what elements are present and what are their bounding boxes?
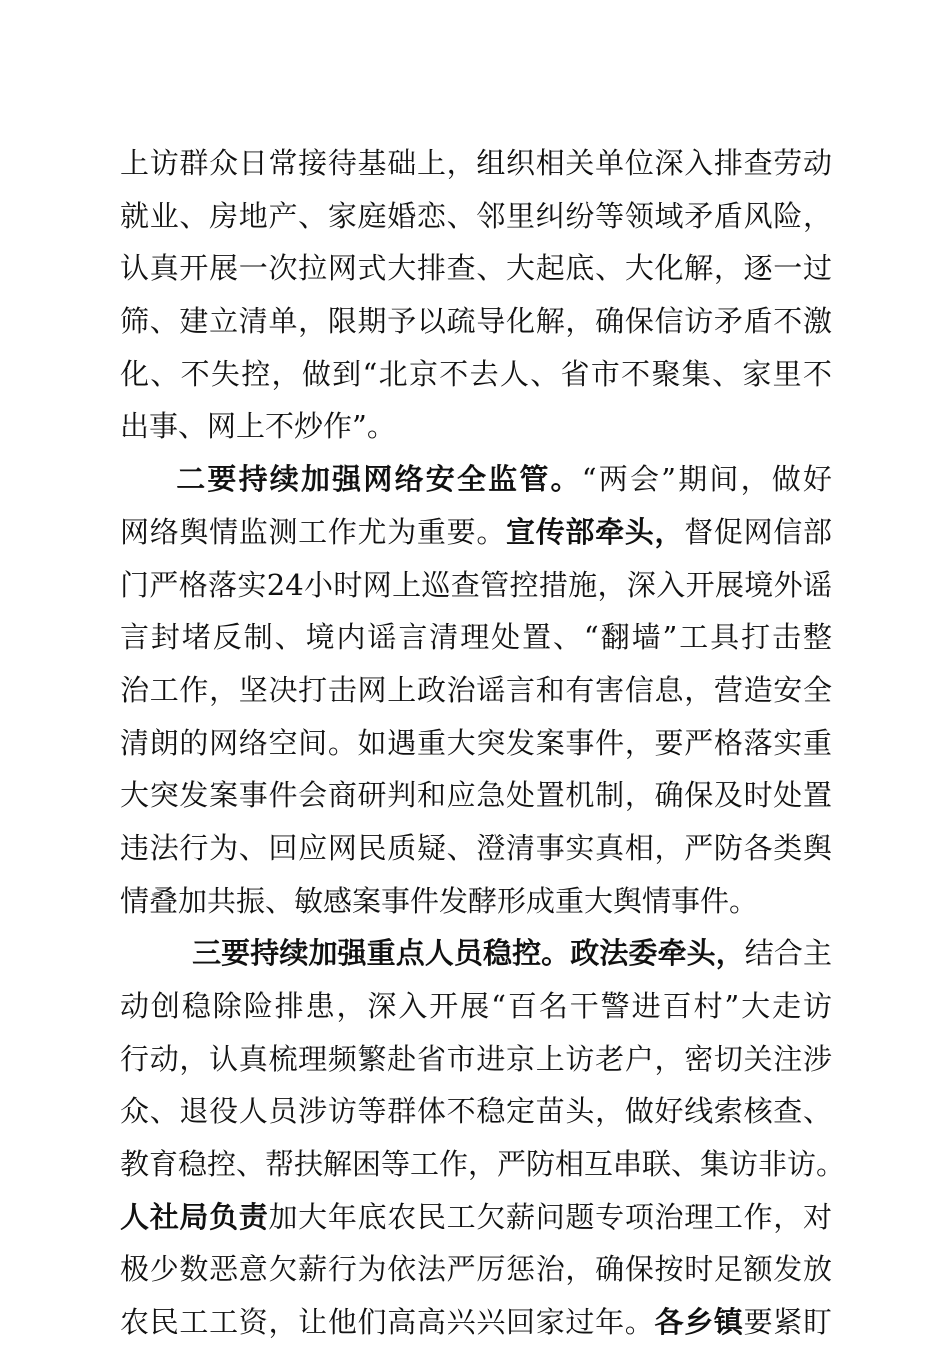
text-line: 化、不失控，做到“北京不去人、省市不聚集、家里不: [120, 356, 832, 391]
text-line: 清朗的网络空间。如遇重大突发案事件，要严格落实重: [120, 725, 832, 760]
section-heading: 三要持续加强重点人员稳控。政法委牵头，: [192, 936, 745, 971]
lead-department: 宣传部牵头，: [506, 514, 685, 549]
text-line: 众、退役人员涉访等群体不稳定苗头，做好线索核查、: [120, 1094, 832, 1129]
text-line: 人社局负责加大年底农民工欠薪问题专项治理工作，对: [120, 1199, 832, 1234]
text-line: 出事、网上不炒作”。: [120, 409, 396, 444]
lead-department: 各乡镇: [654, 1305, 744, 1340]
paragraph-3: [120, 927, 846, 1349]
section-heading: 二要持续加强网络安全监管。: [174, 462, 582, 497]
lead-department: 人社局负责: [120, 1199, 269, 1234]
text-line: 行动，认真梳理频繁赴省市进京上访老户，密切关注涉: [120, 1041, 832, 1076]
text-line: 治工作，坚决打击网上政治谣言和有害信息，营造安全: [120, 672, 832, 707]
text-line: 就业、房地产、家庭婚恋、邻里纠纷等领域矛盾风险，: [120, 198, 832, 233]
text-line: 动创稳除险排患，深入开展“百名干警进百村”大走访: [120, 989, 832, 1023]
text-line: 二要持续加强网络安全监管。“两会”期间，做好: [174, 462, 832, 497]
text-line: 认真开展一次拉网式大排查、大起底、大化解，逐一过: [120, 251, 832, 286]
text-line: 三要持续加强重点人员稳控。政法委牵头，结合主: [192, 936, 832, 971]
text-line: 大突发案事件会商研判和应急处置机制，确保及时处置: [120, 778, 832, 813]
text-line: 网络舆情监测工作尤为重要。宣传部牵头，督促网信部: [120, 514, 832, 549]
text-line: 情叠加共振、敏感案事件发酵形成重大舆情事件。: [120, 883, 759, 918]
document-body: [120, 137, 846, 1349]
text-line: 教育稳控、帮扶解困等工作，严防相互串联、集访非访。: [120, 1147, 846, 1182]
text-line: 上访群众日常接待基础上，组织相关单位深入排查劳动: [120, 146, 832, 180]
text-line: 违法行为、回应网民质疑、澄清事实真相，严防各类舆: [120, 830, 832, 865]
paragraph-1: [120, 137, 832, 453]
text-line: 筛、建立清单，限期予以疏导化解，确保信访矛盾不激: [120, 304, 832, 339]
paragraph-2: [120, 453, 832, 927]
text-line: 门严格落实24小时网上巡查管控措施，深入开展境外谣: [120, 567, 832, 602]
text-line: 言封堵反制、境内谣言清理处置、“翻墙”工具打击整: [120, 620, 832, 655]
text-line: 极少数恶意欠薪行为依法严厉惩治，确保按时足额发放: [120, 1252, 832, 1287]
text-line: 农民工工资，让他们高高兴兴回家过年。各乡镇要紧盯: [120, 1305, 832, 1340]
